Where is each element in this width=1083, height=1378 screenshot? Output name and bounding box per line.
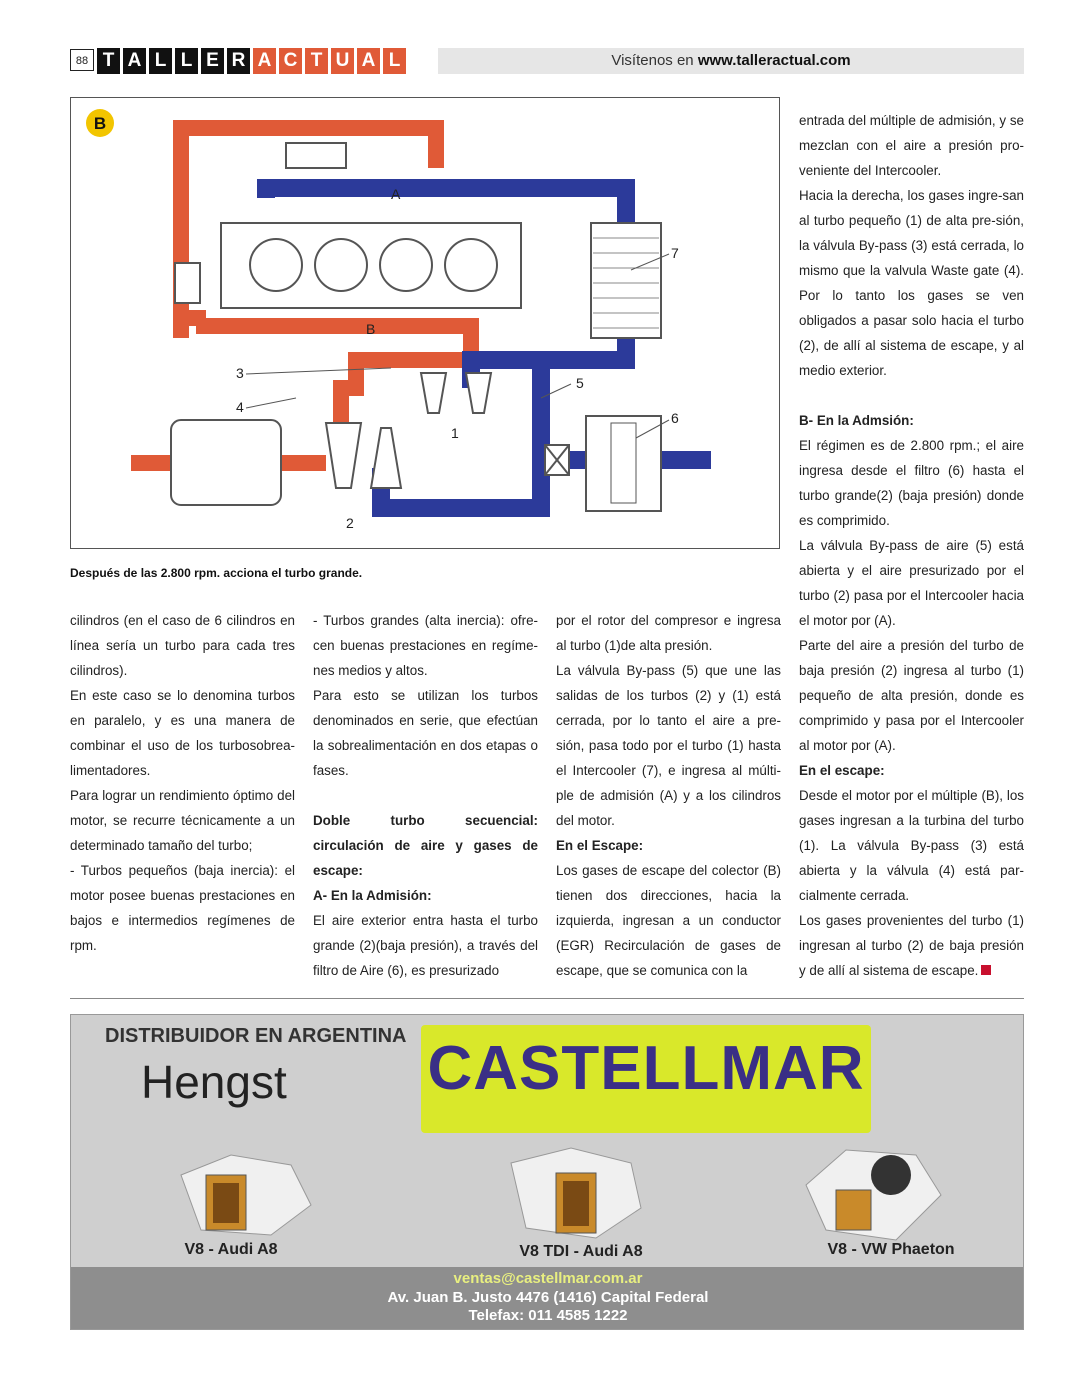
muffler	[171, 420, 281, 505]
diagram-label: 7	[671, 245, 679, 261]
paragraph: - Turbos pequeños (baja inercia): el motor posee buenas prestaciones en bajos e intermedios regímenes de rpm.	[70, 863, 295, 953]
cylinder	[445, 239, 497, 291]
paragraph: Los gases de escape del colector (B) tienen dos direcciones, hacia la izquierda, ingresan a un conductor (EGR) Recirculación de gases de escape, que se comunica con la	[556, 863, 781, 978]
text-column-3	[556, 608, 781, 983]
diagram-label: B	[366, 321, 376, 337]
title-letter: R	[227, 48, 250, 74]
diagram-label: 2	[346, 515, 354, 531]
large-turbo	[326, 423, 361, 488]
title-letter: A	[253, 48, 276, 74]
ad-address: Av. Juan B. Justo 4476 (1416) Capital Federal	[387, 1289, 709, 1306]
title-letter: T	[97, 48, 120, 74]
diagram-label: 5	[576, 375, 584, 391]
site-prefix: Visítenos en	[611, 52, 698, 69]
diagram-label: 1	[451, 425, 459, 441]
title-letter: L	[383, 48, 406, 74]
ad-brand-logo: Hengst	[141, 1056, 287, 1108]
site-url-link[interactable]: www.talleractual.com	[697, 52, 851, 69]
product-image	[501, 1133, 651, 1243]
paragraph: por el rotor del compresor e ingresa al turbo (1)de alta presión.	[556, 613, 781, 653]
magazine-title	[97, 48, 406, 74]
paragraph	[799, 908, 1024, 983]
page-number: 88	[70, 49, 94, 71]
divider	[70, 998, 1024, 999]
paragraph: cilindros (en el caso de 6 cilindros en línea sería un turbo para cada tres cilindros).	[70, 613, 295, 678]
ad-phone: Telefax: 011 4585 1222	[468, 1307, 628, 1324]
paragraph: El régimen es de 2.800 rpm.; el aire ingresa desde el filtro (6) hasta el turbo grande(2) (baja presión) donde es comprimido.	[799, 438, 1024, 528]
title-letter: L	[175, 48, 198, 74]
diagram-label: 6	[671, 410, 679, 426]
subsection-heading: B- En la Admsión:	[799, 413, 914, 428]
ad-company-name: CASTELLMAR	[427, 1034, 865, 1103]
subsection-heading: En el Escape:	[556, 838, 644, 853]
intercooler	[591, 223, 661, 338]
paragraph: La válvula By-pass (5) que une las salidas de los turbos (2) y (1) está cerrada, por lo tanto el aire a pre-sión, pasa todo por el turbo (1) hasta el Intercooler (7), e ingresa al múlti-ple de admisión (A) y a los cilindros del motor.	[556, 663, 781, 828]
turbo-diagram	[70, 97, 780, 549]
product-label: V8 - VW Phaeton	[827, 1241, 955, 1258]
paragraph: - Turbos grandes (alta inercia): ofre-cen buenas prestaciones en regíme-nes medios y altos.	[313, 613, 538, 678]
diagram-label: A	[391, 186, 401, 202]
egr-valve	[286, 143, 346, 168]
text-column-4	[799, 108, 1024, 983]
paragraph-text: Los gases provenientes del turbo (1) ingresan al turbo (2) de baja presión y de allí al sistema de escape.	[799, 913, 1024, 978]
paragraph: La válvula By-pass de aire (5) está abierta y el aire presurizado por el turbo (2) pasa por el Intercooler hacia el motor por (A).	[799, 538, 1024, 628]
section-heading: Doble turbo secuencial: circulación de aire y gases de escape:	[313, 813, 538, 878]
product-image	[171, 1135, 321, 1245]
ad-email-link[interactable]: ventas@castellmar.com.ar	[453, 1270, 643, 1287]
title-letter: L	[149, 48, 172, 74]
ad-distributor-text: DISTRIBUIDOR EN ARGENTINA	[105, 1025, 407, 1047]
subsection-heading: En el escape:	[799, 763, 885, 778]
cylinder	[315, 239, 367, 291]
paragraph: Parte del aire a presión del turbo de baja presión (2) ingresa al turbo (1) pequeño de alta presión, donde es comprimido y pasa por el Intercooler al motor por (A).	[799, 638, 1024, 753]
title-letter: E	[201, 48, 224, 74]
title-letter: C	[279, 48, 302, 74]
title-letter: T	[305, 48, 328, 74]
turbo-diagram-svg	[71, 98, 779, 548]
text-column-1	[70, 608, 295, 958]
paragraph: Desde el motor por el múltiple (B), los gases ingresan a la turbina del turbo (1). La válvula By-pass (3) está abierta y la válvula (4) está par-cialmente cerrada.	[799, 788, 1024, 903]
paragraph: Hacia la derecha, los gases ingre-san al turbo pequeño (1) de alta pre-sión, la válvula By-pass (3) está cerrada, lo mismo que la valvula Waste gate (4). Por lo tanto los gases se ven obligados a pasar solo hacia el turbo (2), de allí al sistema de escape, y al medio exterior.	[799, 188, 1024, 378]
egr-cooler	[175, 263, 200, 303]
paragraph: El aire exterior entra hasta el turbo grande (2)(baja presión), a través del filtro de Aire (6), es presurizado	[313, 913, 538, 978]
title-letter: A	[357, 48, 380, 74]
figure-caption: Después de las 2.800 rpm. acciona el turbo grande.	[70, 566, 363, 580]
title-letter: U	[331, 48, 354, 74]
paragraph: Para lograr un rendimiento óptimo del motor, se recurre técnicamente a un determinado tamaño del turbo;	[70, 788, 295, 853]
advertisement[interactable]	[70, 1014, 1024, 1330]
paragraph: En este caso se lo denomina turbos en paralelo, y es una manera de combinar el uso de los turbosobrea-limentadores.	[70, 688, 295, 778]
site-banner	[438, 48, 1024, 74]
title-letter: A	[123, 48, 146, 74]
subsection-heading: A- En la Admisión:	[313, 888, 432, 903]
cylinder	[380, 239, 432, 291]
filter-element	[611, 423, 636, 503]
end-mark-icon	[981, 965, 991, 975]
small-turbo	[421, 373, 446, 413]
paragraph: Para esto se utilizan los turbos denominados en serie, que efectúan la sobrealimentación en dos etapas o fases.	[313, 688, 538, 778]
product-label: V8 - Audi A8	[184, 1241, 278, 1258]
figure-badge-letter: B	[93, 114, 107, 133]
paragraph: entrada del múltiple de admisión, y se mezclan con el aire a presión pro-veniente del Intercooler.	[799, 113, 1024, 178]
small-turbo-compressor	[466, 373, 491, 413]
text-column-2	[313, 608, 538, 983]
large-turbo-compressor	[371, 428, 401, 488]
diagram-label: 4	[236, 399, 244, 415]
product-label: V8 TDI - Audi A8	[519, 1243, 643, 1260]
diagram-label: 3	[236, 365, 244, 381]
cylinder	[250, 239, 302, 291]
product-image	[796, 1135, 946, 1245]
